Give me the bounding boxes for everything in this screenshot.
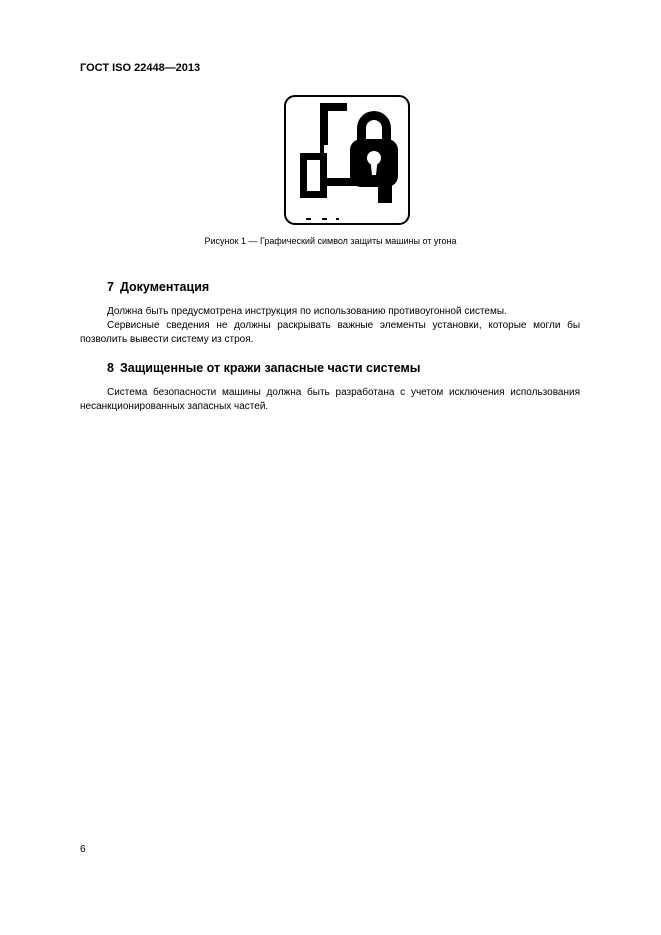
section-title: Защищенные от кражи запасные части системы [119,361,421,375]
tractor-with-padlock-icon [284,95,410,225]
paragraph: Система безопасности машины должна быть разработана с учетом исключения использования несанкционированных запасных частей. [80,387,580,413]
section-8-heading [107,361,420,375]
section-number: 7 [107,280,114,294]
page-number: 6 [80,844,86,855]
figure-caption: Рисунок 1 — Графический символ защиты машины от угона [204,236,457,246]
section-number: 8 [107,361,114,375]
section-7-heading [107,280,209,294]
paragraph: Сервисные сведения не должны раскрывать важные элементы установки, которые могли бы позволить вывести систему из строя. [80,320,580,346]
paragraph: Должна быть предусмотрена инструкция по использованию противоугонной системы. [107,306,507,317]
section-title: Документация [119,280,210,294]
figure-1 [284,95,410,225]
document-code: ГОСТ ISO 22448—2013 [80,62,201,74]
